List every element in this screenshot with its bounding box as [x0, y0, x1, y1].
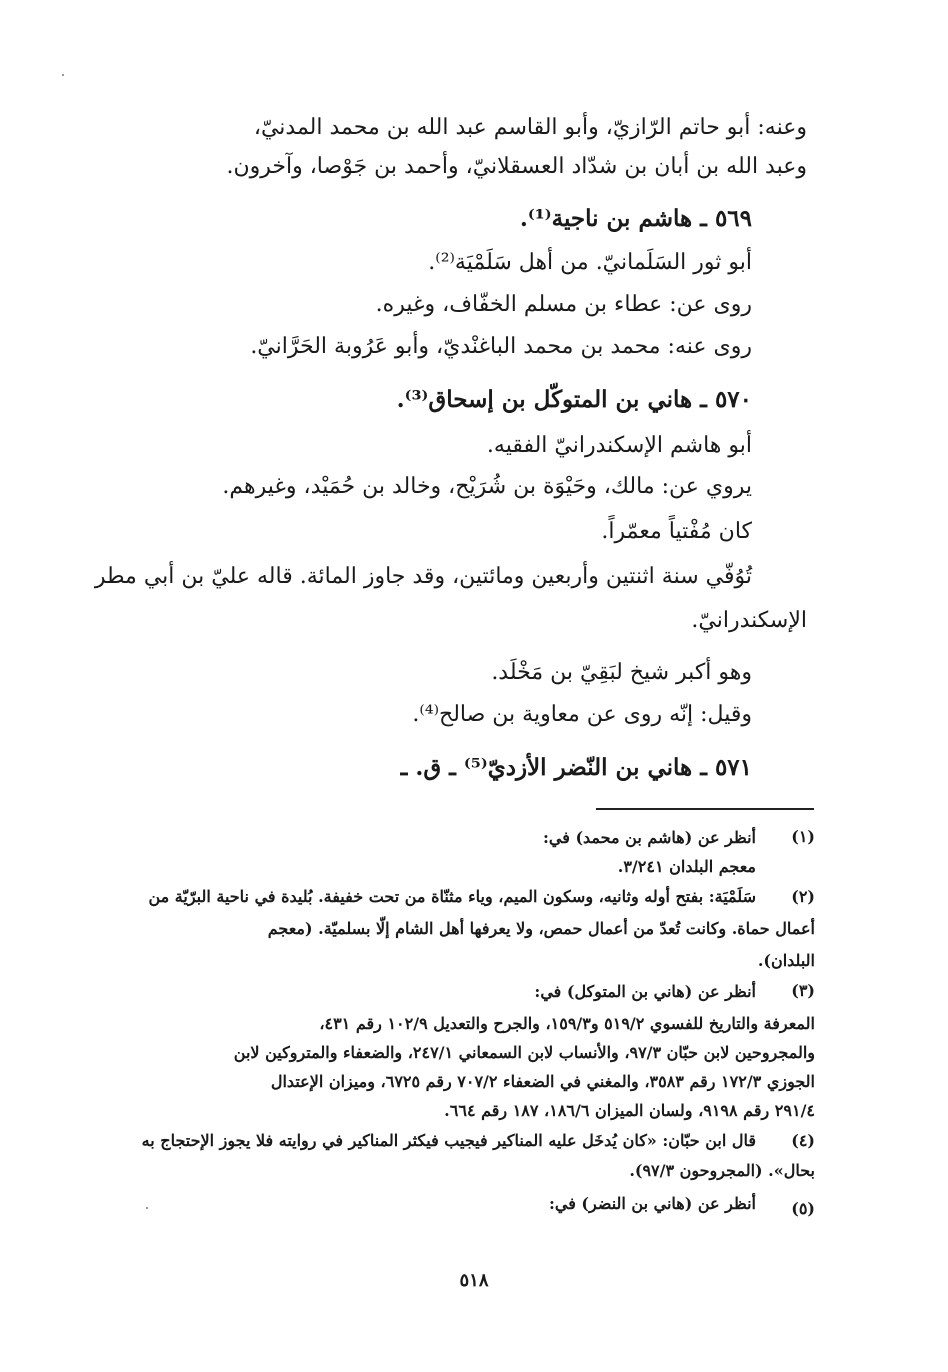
body-line: أبو ثور السَلَمانيّ. من أهل سَلَمْيَة⁽²⁾. [428, 250, 752, 275]
footnote-number: (١) [791, 827, 815, 846]
body-line: وقيل: إنّه روى عن معاوية بن صالح⁽⁴⁾. [412, 702, 752, 727]
body-line: وعبد الله بن أبان بن شدّاد العسقلانيّ، وأحمد بن جَوْصا، وآخرون. [226, 154, 807, 179]
body-line: يروي عن: مالك، وحَيْوَة بن شُرَيْح، وخالد بن حُمَيْد، وغيرهم. [222, 474, 752, 499]
footnote-line: معجم البلدان ٣/٢٤١. [617, 857, 756, 876]
body-line: روى عنه: محمد بن محمد الباغنْديّ، وأبو عَرُوبة الحَرَّانيّ. [250, 334, 752, 359]
body-line: تُوُفّي سنة اثنتين وأربعين ومائتين، وقد جاوز المائة. قاله عليّ بن أبي مطر [94, 564, 752, 589]
footnote-line: سَلَمْيَة: بفتح أوله وثانيه، وسكون الميم، وياء مثنّاة من تحت خفيفة. بُليدة في ناحية البرّيّة من [148, 887, 756, 906]
footnote-line: ٢٩١/٤ رقم ٩١٩٨، ولسان الميزان ١٨٦/٦، ١٨٧ رقم ٦٦٤. [444, 1101, 815, 1120]
entry-heading-569: ٥٦٩ ـ هاشم بن ناجية⁽¹⁾. [519, 205, 752, 232]
footnote-line: أنظر عن (هاني بن المتوكل) في: [534, 982, 756, 1001]
footnote-line: أنظر عن (هاني بن النضر) في: [548, 1194, 756, 1213]
body-line: كان مُفْتياً معمّراً. [601, 519, 752, 544]
footnote-line: قال ابن حبّان: «كان يُدخَل عليه المناكير فيجيب فيكثر المناكير في روايته فلا يجوز الإحتجاج به [141, 1131, 756, 1150]
page-number: ٥١٨ [459, 1270, 489, 1291]
footnote-line: أعمال حماة. وكانت تُعدّ من أعمال حمص، ولا يعرفها أهل الشام إلّا بسلميّة. (معجم [267, 919, 815, 938]
entry-heading-571: ٥٧١ ـ هاني بن النّضر الأزديّ⁽⁵⁾ ـ ق. ـ [400, 754, 752, 781]
footnote-line: بحال». (المجروحون ٩٧/٣). [629, 1161, 815, 1180]
body-line: روى عن: عطاء بن مسلم الخفّاف، وغيره. [375, 292, 752, 317]
footnote-separator [596, 808, 814, 810]
body-line: وعنه: أبو حاتم الرّازيّ، وأبو القاسم عبد الله بن محمد المدنيّ، [253, 115, 807, 140]
footnote-number: (٤) [791, 1131, 815, 1150]
footnote-line: أنظر عن (هاشم بن محمد) في: [542, 828, 756, 847]
body-line: الإسكندرانيّ. [691, 608, 807, 633]
footnote-number: (٢) [791, 887, 815, 906]
footnote-number: (٥) [791, 1199, 815, 1218]
body-line: أبو هاشم الإسكندرانيّ الفقيه. [486, 433, 752, 458]
entry-heading-570: ٥٧٠ ـ هاني بن المتوكّل بن إسحاق⁽³⁾. [396, 386, 752, 413]
scan-speck [62, 74, 64, 76]
body-line: وهو أكبر شيخ لبَقِيّ بن مَخْلَد. [491, 660, 752, 685]
scan-speck [146, 1207, 148, 1209]
footnote-line: الجوزي ١٧٢/٣ رقم ٣٥٨٣، والمغني في الضعفاء ٧٠٧/٢ رقم ٦٧٢٥، وميزان الإعتدال [270, 1072, 815, 1091]
footnote-line: المعرفة والتاريخ للفسوي ٥١٩/٢ و١٥٩/٣، والجرح والتعديل ١٠٢/٩ رقم ٤٣١، [319, 1014, 815, 1033]
footnote-line: والمجروحين لابن حبّان ٩٧/٣، والأنساب لابن السمعاني ٢٤٧/١، والضعفاء والمتروكين لابن [233, 1043, 815, 1062]
footnote-line: البلدان). [757, 951, 815, 970]
footnote-number: (٣) [791, 981, 815, 1000]
